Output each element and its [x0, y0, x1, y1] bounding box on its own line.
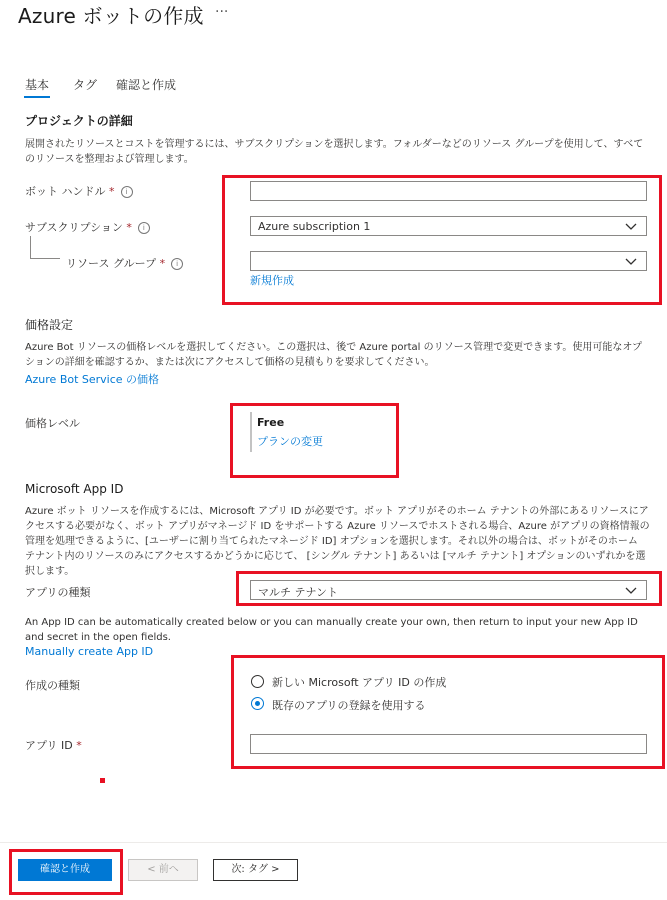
- pricing-description: Azure Bot リソースの価格レベルを選択してください。この選択は、後で Azure portal のリソース管理で変更できます。使用可能なオプションの詳細を確認するか、または次にアクセスして価格の見積もりを要求してください。: [25, 342, 643, 368]
- pricing-tier-value: Free: [257, 416, 285, 429]
- resource-group-label: リソース グループ * i: [66, 255, 183, 271]
- manual-create-note: An App ID can be automatically created below or you can manually create your own, then return to input your new App ID and secret in the open fields.: [25, 617, 638, 643]
- app-type-label: アプリの種類: [25, 586, 91, 599]
- active-tab-indicator: [24, 96, 50, 98]
- required-mark: *: [159, 257, 166, 270]
- manually-create-app-id-link[interactable]: Manually create App ID: [25, 645, 154, 658]
- info-icon[interactable]: i: [138, 222, 150, 234]
- bot-service-pricing-link[interactable]: Azure Bot Service の価格: [25, 373, 160, 386]
- required-mark: *: [76, 739, 82, 752]
- review-create-button[interactable]: 確認と作成: [18, 859, 112, 881]
- highlight-box: [222, 175, 662, 305]
- project-details-description: 展開されたリソースとコストを管理するには、サブスクリプションを選択します。フォルダーなどのリソース グループを使用して、すべてのリソースを整理および管理します。: [25, 139, 644, 165]
- create-new-resource-group-link[interactable]: 新規作成: [250, 274, 294, 287]
- tree-connector: [30, 258, 60, 259]
- previous-button[interactable]: < 前へ: [128, 859, 198, 881]
- tab-tags[interactable]: タグ: [73, 78, 98, 92]
- app-id-heading: Microsoft App ID: [25, 482, 124, 496]
- highlight-box: [9, 849, 123, 895]
- highlight-box: [231, 655, 665, 769]
- creation-type-label: 作成の種類: [25, 679, 80, 692]
- info-icon[interactable]: i: [171, 258, 183, 270]
- required-mark: *: [126, 221, 132, 234]
- required-mark: *: [109, 185, 115, 198]
- bot-handle-label: ボット ハンドル * i: [25, 183, 133, 199]
- next-tags-button[interactable]: 次: タグ >: [213, 859, 298, 881]
- highlight-box: [236, 571, 662, 606]
- radio-new-app-id-label[interactable]: 新しい Microsoft アプリ ID の作成: [272, 676, 447, 689]
- page-title: Azure ボットの作成: [18, 4, 204, 28]
- change-plan-link[interactable]: プランの変更: [257, 435, 323, 448]
- info-icon[interactable]: i: [121, 186, 133, 198]
- project-details-heading: プロジェクトの詳細: [25, 114, 133, 128]
- app-type-select[interactable]: マルチ テナント: [250, 580, 647, 600]
- radio-existing-app-registration-label[interactable]: 既存のアプリの登録を使用する: [272, 699, 426, 712]
- tree-connector: [30, 236, 31, 258]
- highlight-box: [230, 403, 399, 478]
- subscription-select[interactable]: Azure subscription 1: [250, 216, 647, 236]
- app-id-label: アプリ ID *: [25, 739, 82, 752]
- red-marker: [100, 778, 105, 783]
- app-id-description: Azure ボット リソースを作成するには、Microsoft アプリ ID が必要です。ボット アプリがそのホーム テナントの外部にあるリソースにアクセスする必要がなく、ボット アプリがマネージド ID をサポートする Azure リソースでホストされる場合、Azure がアプリの資格情報の管理を処理できるように、[ユーザーに割り当てられたマネージド ID] オプションを選択します。それ以外の場合は、ボットがそのホーム テナント内のリソースのみにアクセスするかどうかに応じて、 [シングル テナント] あるいは [マルチ テナント] オプションのいずれかを選択します。: [25, 506, 650, 577]
- subscription-label: サブスクリプション * i: [25, 219, 150, 235]
- more-options-button[interactable]: ···: [215, 4, 229, 20]
- pricing-tier-label: 価格レベル: [25, 417, 80, 430]
- footer-divider: [0, 842, 667, 843]
- pricing-heading: 価格設定: [25, 318, 74, 332]
- tab-review-create[interactable]: 確認と作成: [116, 78, 177, 92]
- tab-basics[interactable]: 基本: [25, 78, 50, 92]
